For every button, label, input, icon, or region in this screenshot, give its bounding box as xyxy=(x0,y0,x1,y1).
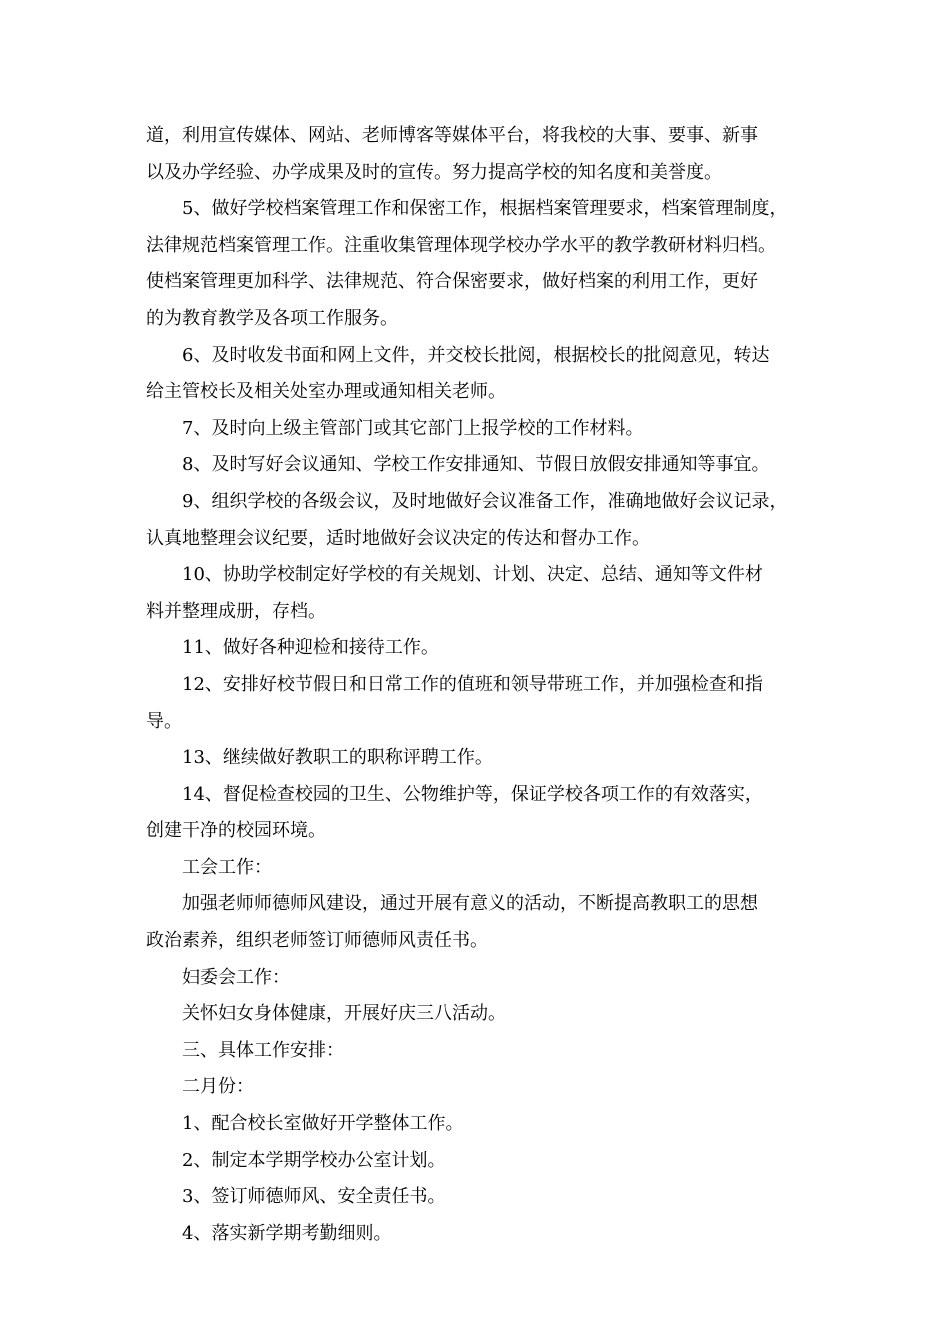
text-line: 妇委会工作： xyxy=(182,966,290,988)
text-line: 13、继续做好教职工的职称评聘工作。 xyxy=(182,747,493,769)
text-line: 二月份： xyxy=(182,1076,254,1098)
text-line: 2、制定本学期学校办公室计划。 xyxy=(182,1149,446,1171)
text-line: 10、协助学校制定好学校的有关规划、计划、决定、总结、通知等文件材 xyxy=(182,564,763,586)
text-line: 加强老师师德师风建设，通过开展有意义的活动，不断提高教职工的思想 xyxy=(182,893,758,915)
text-line: 11、做好各种迎检和接待工作。 xyxy=(182,637,439,659)
text-line: 6、及时收发书面和网上文件，并交校长批阅，根据校长的批阅意见，转达 xyxy=(182,344,770,366)
text-line: 关怀妇女身体健康，开展好庆三八活动。 xyxy=(182,1003,506,1025)
text-line: 工会工作： xyxy=(182,856,272,878)
text-line: 14、督促检查校园的卫生、公物维护等，保证学校各项工作的有效落实， xyxy=(182,783,763,805)
text-line: 使档案管理更加科学、法律规范、符合保密要求，做好档案的利用工作，更好 xyxy=(146,271,758,293)
text-line: 料并整理成册，存档。 xyxy=(146,600,326,622)
text-line: 给主管校长及相关处室办理或通知相关老师。 xyxy=(146,381,506,403)
text-line: 7、及时向上级主管部门或其它部门上报学校的工作材料。 xyxy=(182,417,644,439)
text-line: 认真地整理会议纪要，适时地做好会议决定的传达和督办工作。 xyxy=(146,527,650,549)
text-line: 三、具体工作安排： xyxy=(182,1039,344,1061)
text-line: 政治素养，组织老师签订师德师风责任书。 xyxy=(146,930,488,952)
text-line: 导。 xyxy=(146,710,182,732)
text-line: 8、及时写好会议通知、学校工作安排通知、节假日放假安排通知等事宜。 xyxy=(182,454,770,476)
text-line: 4、落实新学期考勤细则。 xyxy=(182,1222,392,1244)
text-line: 的为教育教学及各项工作服务。 xyxy=(146,307,398,329)
text-line: 3、签订师德师风、安全责任书。 xyxy=(182,1186,446,1208)
text-line: 以及办学经验、办学成果及时的宣传。努力提高学校的知名度和美誉度。 xyxy=(146,161,722,183)
document-body xyxy=(146,118,816,1252)
text-line: 道，利用宣传媒体、网站、老师博客等媒体平台，将我校的大事、要事、新事 xyxy=(146,125,758,146)
text-line: 法律规范档案管理工作。注重收集管理体现学校办学水平的教学教研材料归档。 xyxy=(146,234,776,256)
text-line: 创建干净的校园环境。 xyxy=(146,820,326,842)
text-line: 5、做好学校档案管理工作和保密工作，根据档案管理要求，档案管理制度， xyxy=(182,198,788,220)
text-line: 1、配合校长室做好开学整体工作。 xyxy=(182,1113,464,1135)
text-line: 12、安排好校节假日和日常工作的值班和领导带班工作，并加强检查和指 xyxy=(182,673,763,695)
text-line: 9、组织学校的各级会议，及时地做好会议准备工作，准确地做好会议记录， xyxy=(182,490,788,512)
